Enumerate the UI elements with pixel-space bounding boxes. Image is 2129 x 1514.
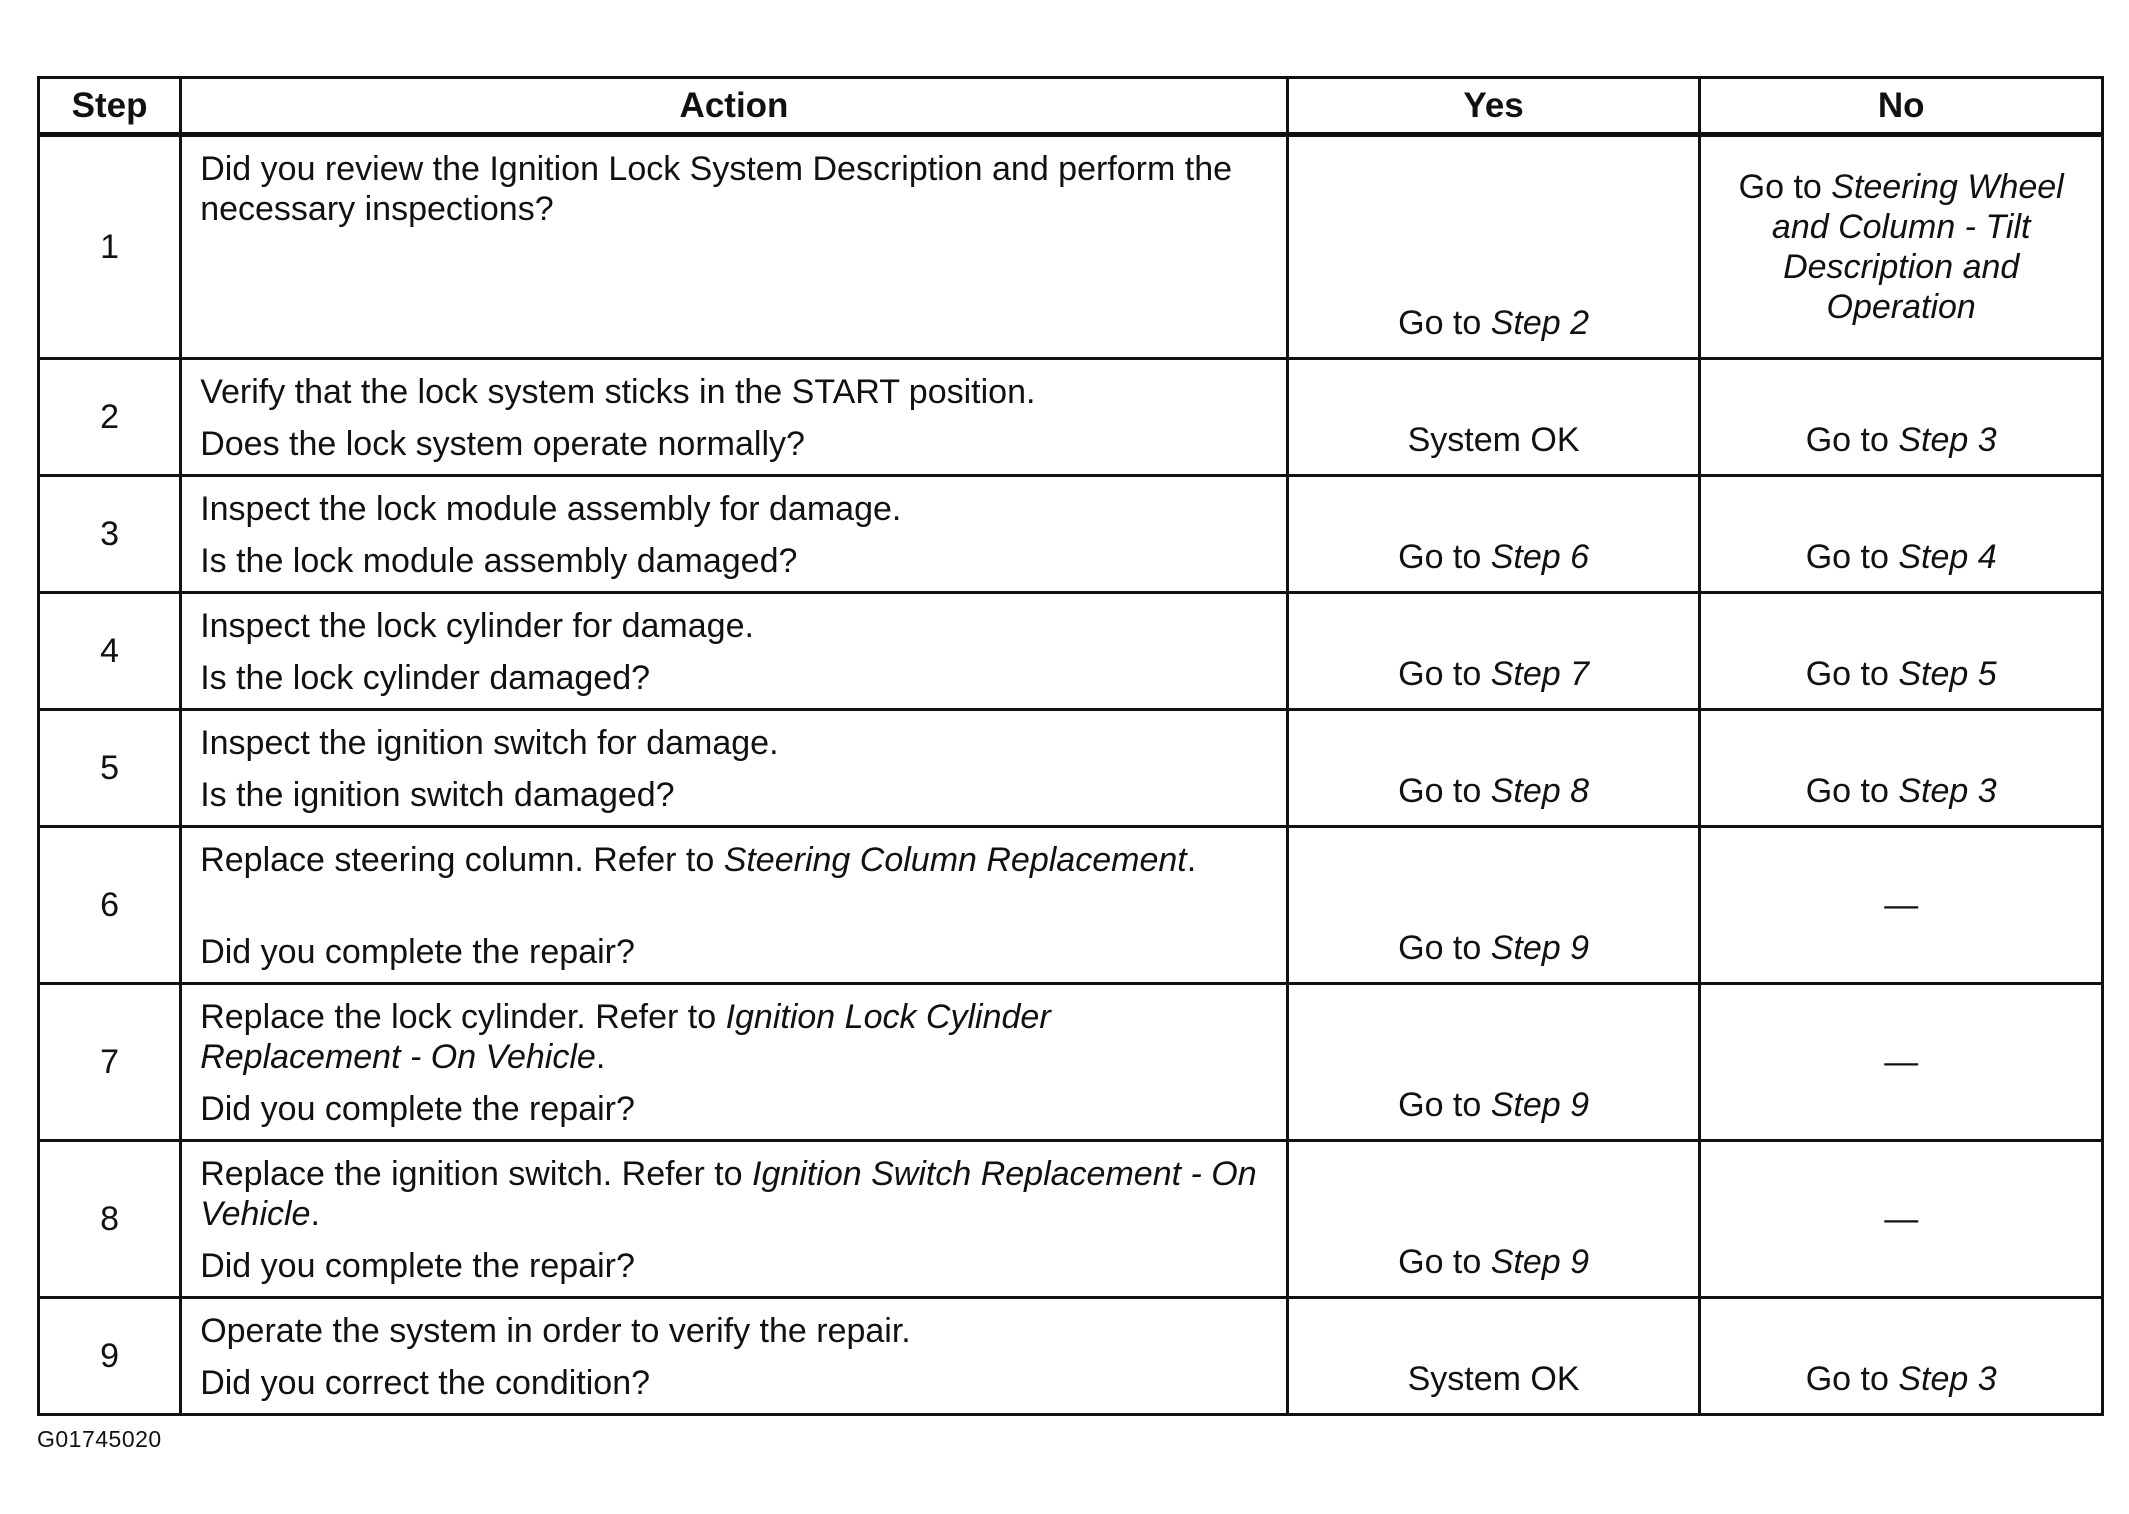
action-text: Replace the ignition switch. Refer to Ignition Switch Replacement - On Vehicle. <box>200 1155 1257 1233</box>
step-link[interactable]: Step 8 <box>1490 772 1590 810</box>
action-text: Inspect the lock cylinder for damage. <box>200 607 754 645</box>
action-cell <box>181 476 1288 593</box>
yes-cell <box>1287 359 1700 476</box>
action-cell <box>181 135 1288 359</box>
step-link[interactable]: Step 3 <box>1898 1360 1997 1398</box>
yes-cell <box>1287 984 1700 1141</box>
action-cell <box>181 1298 1288 1415</box>
action-question: Did you complete the repair? <box>200 1090 635 1128</box>
step-number: 6 <box>39 827 181 984</box>
step-link[interactable]: Step 3 <box>1898 421 1997 459</box>
action-text: Replace the lock cylinder. Refer to Ignition Lock Cylinder Replacement - On Vehicle. <box>200 998 1051 1076</box>
yes-text: Go to <box>1398 929 1491 967</box>
no-cell <box>1700 359 2103 476</box>
no-cell <box>1700 710 2103 827</box>
table-row <box>39 593 2103 710</box>
action-instruction: Replace steering column. Refer to <box>200 841 724 879</box>
action-cell <box>181 359 1288 476</box>
table-row <box>39 476 2103 593</box>
step-number: 2 <box>39 359 181 476</box>
yes-cell <box>1287 135 1700 359</box>
step-number: 1 <box>39 135 181 359</box>
yes-cell <box>1287 1141 1700 1298</box>
step-number: 3 <box>39 476 181 593</box>
header-no: No <box>1700 78 2103 135</box>
action-question: Did you complete the repair? <box>200 933 635 971</box>
yes-cell <box>1287 593 1700 710</box>
yes-text: Go to <box>1398 655 1491 693</box>
no-cell <box>1700 1141 2103 1298</box>
no-cell <box>1700 135 2103 359</box>
action-text: Inspect the ignition switch for damage. <box>200 724 779 762</box>
diagnostic-table <box>37 76 2104 1416</box>
table-row <box>39 1298 2103 1415</box>
action-cell <box>181 827 1288 984</box>
step-link[interactable]: Step 5 <box>1898 655 1997 693</box>
action-text: Did you review the Ignition Lock System Description and perform the necessary inspections? <box>200 150 1233 228</box>
no-text: Go to <box>1805 772 1899 810</box>
reference-link[interactable]: Ignition Lock Cylinder Replacement - On Vehicle <box>200 998 1051 1076</box>
table-row <box>39 827 2103 984</box>
no-text: Go to <box>1805 1360 1899 1398</box>
no-dash: — <box>1884 1043 1919 1081</box>
yes-cell <box>1287 710 1700 827</box>
yes-cell <box>1287 827 1700 984</box>
action-instruction: Replace the lock cylinder. Refer to <box>200 998 726 1036</box>
yes-text: Go to <box>1398 538 1491 576</box>
yes-text: Go to <box>1398 1086 1491 1124</box>
no-text: Go to <box>1805 655 1899 693</box>
step-number: 8 <box>39 1141 181 1298</box>
no-cell <box>1700 827 2103 984</box>
step-number: 7 <box>39 984 181 1141</box>
table-row <box>39 135 2103 359</box>
reference-link[interactable]: Steering Wheel and Column - Tilt Description and Operation <box>1771 168 2064 326</box>
no-cell <box>1700 984 2103 1141</box>
action-question: Is the lock cylinder damaged? <box>200 659 651 697</box>
no-cell <box>1700 593 2103 710</box>
yes-text: Go to <box>1398 772 1491 810</box>
yes-text: System OK <box>1407 421 1580 459</box>
no-cell <box>1700 1298 2103 1415</box>
step-link[interactable]: Step 7 <box>1490 655 1590 693</box>
action-question: Did you complete the repair? <box>200 1247 635 1285</box>
action-question: Did you correct the condition? <box>200 1364 651 1402</box>
action-text: Inspect the lock module assembly for damage. <box>200 490 902 528</box>
header-action: Action <box>181 78 1288 135</box>
figure-id: G01745020 <box>37 1426 162 1452</box>
action-cell <box>181 710 1288 827</box>
step-link[interactable]: Step 9 <box>1490 1086 1590 1124</box>
action-text: Replace steering column. Refer to Steering Column Replacement. <box>200 841 1197 879</box>
step-link[interactable]: Step 9 <box>1490 929 1590 967</box>
no-text: Go to <box>1738 168 1832 206</box>
yes-text: Go to <box>1398 1243 1491 1281</box>
table-row <box>39 359 2103 476</box>
yes-cell <box>1287 476 1700 593</box>
yes-text: Go to <box>1398 304 1491 342</box>
action-question: Does the lock system operate normally? <box>200 425 805 463</box>
action-cell <box>181 984 1288 1141</box>
header-yes: Yes <box>1287 78 1700 135</box>
reference-link[interactable]: Steering Column Replacement <box>723 841 1187 879</box>
header-row <box>39 78 2103 135</box>
no-dash: — <box>1884 886 1919 924</box>
step-number: 9 <box>39 1298 181 1415</box>
table-row <box>39 984 2103 1141</box>
no-text: Go to <box>1805 421 1899 459</box>
action-question: Is the ignition switch damaged? <box>200 776 675 814</box>
action-cell <box>181 593 1288 710</box>
action-text: Operate the system in order to verify the repair. <box>200 1312 911 1350</box>
reference-link[interactable]: Ignition Switch Replacement - On Vehicle <box>200 1155 1257 1233</box>
yes-cell <box>1287 1298 1700 1415</box>
no-dash: — <box>1884 1200 1919 1238</box>
step-link[interactable]: Step 4 <box>1898 538 1997 576</box>
step-link[interactable]: Step 9 <box>1490 1243 1590 1281</box>
action-cell <box>181 1141 1288 1298</box>
table-row <box>39 1141 2103 1298</box>
step-link[interactable]: Step 3 <box>1898 772 1997 810</box>
no-cell <box>1700 476 2103 593</box>
no-text: Go to <box>1805 538 1899 576</box>
header-step: Step <box>39 78 181 135</box>
action-text: Verify that the lock system sticks in the START position. <box>200 373 1036 411</box>
step-link[interactable]: Step 2 <box>1490 304 1590 342</box>
action-question: Is the lock module assembly damaged? <box>200 542 798 580</box>
yes-text: System OK <box>1407 1360 1580 1398</box>
action-instruction: Replace the ignition switch. Refer to <box>200 1155 753 1193</box>
table-row <box>39 710 2103 827</box>
step-number: 4 <box>39 593 181 710</box>
step-number: 5 <box>39 710 181 827</box>
step-link[interactable]: Step 6 <box>1490 538 1590 576</box>
